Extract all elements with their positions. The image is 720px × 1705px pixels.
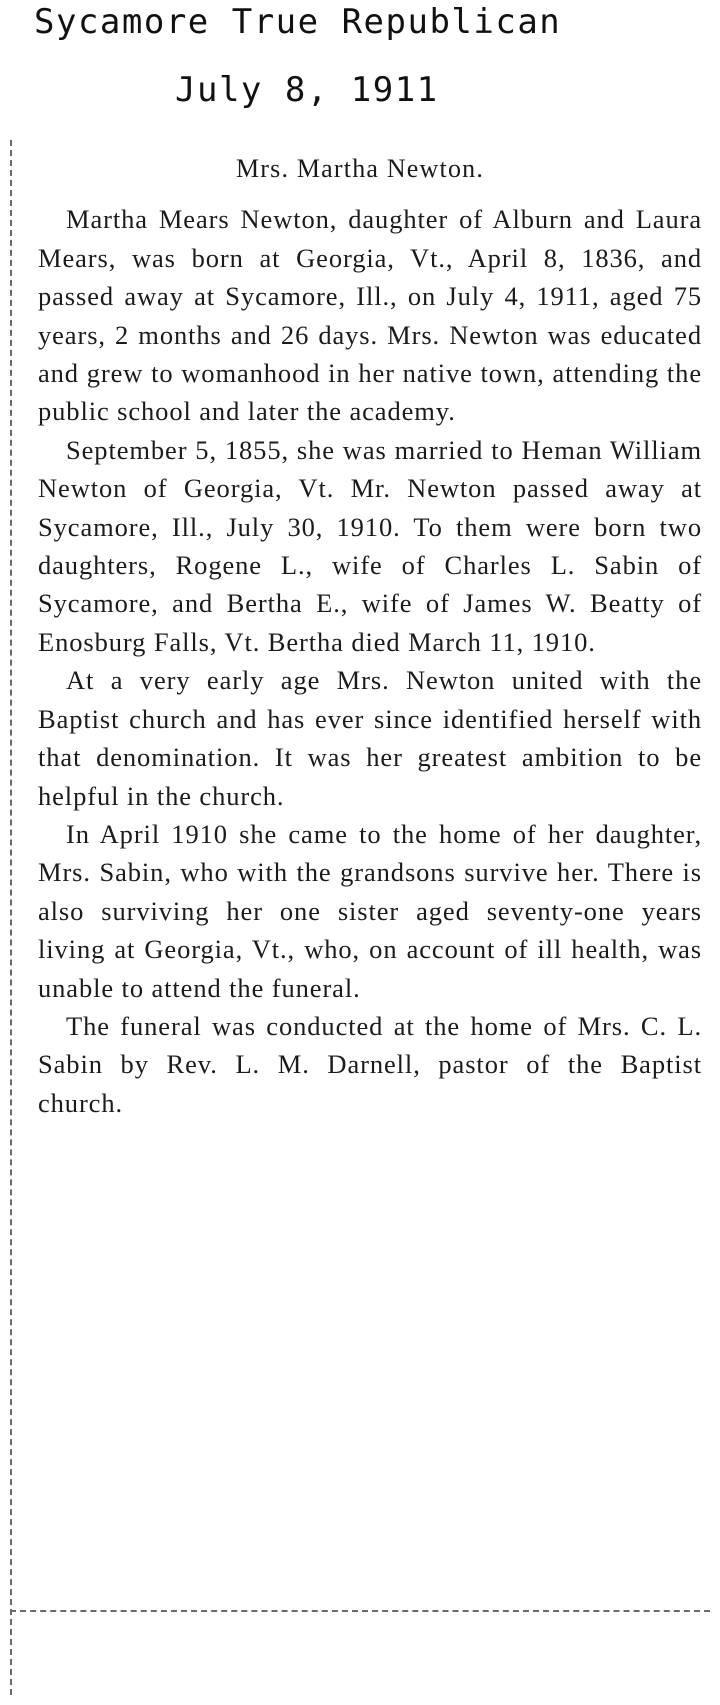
article-paragraph-3: At a very early age Mrs. Newton united with the Baptist church and has ever since identified herself with that denomination. It was her greatest ambition to be helpful in the church.: [38, 665, 702, 811]
publication-date: July 8, 1911: [175, 70, 439, 110]
article-paragraph-1: Martha Mears Newton, daughter of Alburn and Laura Mears, was born at Georgia, Vt., April 8, 1836, and passed away at Sycamore, Ill., on July 4, 1911, aged 75 years, 2 months and 26 days. Mrs. Newton was educated and grew to womanhood in her native town, attending the public school and later the academy.: [38, 204, 702, 427]
clipping-cut-line: [10, 1610, 710, 1612]
obituary-article: [38, 150, 702, 1122]
article-paragraph-5: The funeral was conducted at the home of Mrs. C. L. Sabin by Rev. L. M. Darnell, pastor of the Baptist church.: [38, 1010, 702, 1118]
article-headline: Mrs. Martha Newton.: [235, 154, 485, 183]
clipping-left-border: [10, 140, 12, 1695]
article-paragraph-4: In April 1910 she came to the home of her daughter, Mrs. Sabin, who with the grandsons survive her. There is also surviving her one sister aged seventy-one years living at Georgia, Vt., who, on account of ill health, was unable to attend the funeral.: [38, 818, 702, 1003]
newspaper-name: Sycamore True Republican: [34, 2, 562, 42]
article-paragraph-2: September 5, 1855, she was married to Heman William Newton of Georgia, Vt. Mr. Newton passed away at Sycamore, Ill., July 30, 1910. To them were born two daughters, Rogene L., wife of Charles L. Sabin of Sycamore, and Bertha E., wife of James W. Beatty of Enosburg Falls, Vt. Bertha died March 11, 1910.: [38, 434, 702, 657]
newspaper-clipping: [10, 140, 710, 1700]
